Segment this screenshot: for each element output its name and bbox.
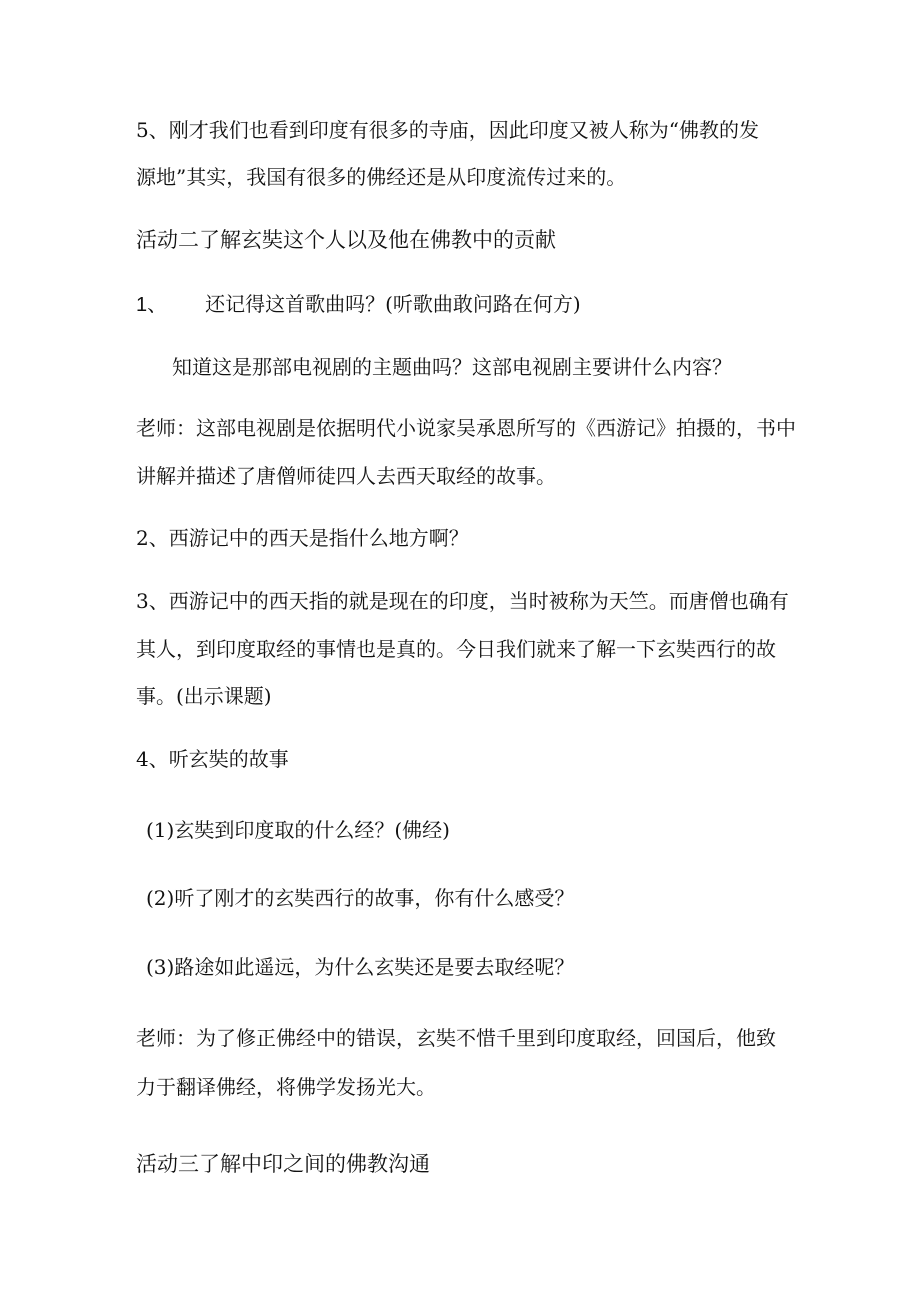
question-1 bbox=[136, 290, 581, 319]
question-1-sub: 知道这是那部电视剧的主题曲吗？这部电视剧主要讲什么内容？ bbox=[172, 355, 732, 379]
paragraph-5-line-1: 5、刚才我们也看到印度有很多的寺庙，因此印度又被人称为“佛教的发 bbox=[136, 118, 759, 142]
teacher-1-line-2: 讲解并描述了唐僧师徒四人去西天取经的故事。 bbox=[136, 464, 556, 488]
question-3-line-3: 事。(出示课题) bbox=[136, 684, 272, 708]
question-4-item-3: (3)路途如此遥远，为什么玄奘还是要去取经呢？ bbox=[146, 955, 575, 979]
question-1-text: 还记得这首歌曲吗？(听歌曲敢问路在何方) bbox=[205, 292, 581, 316]
question-1-number: 1、 bbox=[136, 294, 168, 316]
teacher-1-line-1: 老师：这部电视剧是依据明代小说家吴承恩所写的《西游记》拍摄的，书中 bbox=[136, 416, 796, 440]
question-4-item-1: (1)玄奘到印度取的什么经？(佛经) bbox=[146, 818, 450, 842]
question-4-item-2: (2)听了刚才的玄奘西行的故事，你有什么感受？ bbox=[146, 886, 575, 910]
question-3-line-2: 其人，到印度取经的事情也是真的。今日我们就来了解一下玄奘西行的故 bbox=[136, 637, 776, 661]
activity-3-heading: 活动三了解中印之间的佛教沟通 bbox=[136, 1152, 430, 1176]
activity-2-heading: 活动二了解玄奘这个人以及他在佛教中的贡献 bbox=[136, 228, 556, 252]
paragraph-5-line-2: 源地”其实，我国有很多的佛经还是从印度流传过来的。 bbox=[136, 165, 627, 189]
teacher-2-line-1: 老师：为了修正佛经中的错误，玄奘不惜千里到印度取经，回国后，他致 bbox=[136, 1026, 776, 1050]
question-3-line-1: 3、西游记中的西天指的就是现在的印度，当时被称为天竺。而唐僧也确有 bbox=[136, 589, 789, 613]
question-4: 4、听玄奘的故事 bbox=[136, 747, 289, 771]
question-2: 2、西游记中的西天是指什么地方啊？ bbox=[136, 526, 469, 550]
teacher-2-line-2: 力于翻译佛经，将佛学发扬光大。 bbox=[136, 1075, 436, 1099]
